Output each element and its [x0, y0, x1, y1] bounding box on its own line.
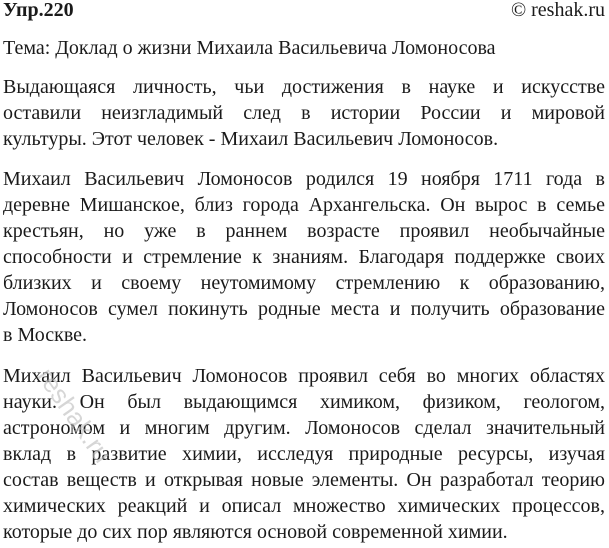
watermark: reshak.ru [31, 362, 118, 469]
text-line: Михаил Васильевич Ломоносов родился 19 ноября 1711 года в [3, 168, 605, 190]
page-header [3, 0, 605, 23]
text-line: способности и стремление к знаниям. Благодаря поддержке своих [3, 246, 605, 268]
text-line: которые до сих пор являются основой современной химии. [3, 521, 508, 543]
text-line: деревне Мишанское, близ города Архангельска. Он вырос в семье [3, 194, 605, 216]
text-line: крестьян, но уже в раннем возрасте проявил необычайные [3, 220, 605, 242]
text-line: близких и своему неутомимому стремлению к образованию, [3, 272, 605, 294]
text-line: Михаил Васильевич Ломоносов проявил себя во многих областях [3, 365, 605, 387]
paragraph-1 [3, 74, 605, 152]
paragraph-3 [3, 363, 605, 545]
report-theme: Тема: Доклад о жизни Михаила Васильевича Ломоносова [3, 37, 496, 59]
text-line: Выдающаяся личность, чьи достижения в науке и искусстве [3, 76, 605, 98]
text-line: в Москве. [3, 324, 88, 346]
text-line: вклад в развитие химии, исследуя природные ресурсы, изучая [3, 443, 605, 465]
text-line: оставили неизгладимый след в истории России и мировой [3, 102, 605, 124]
text-line: культуры. Этот человек - Михаил Васильевич Ломоносов. [3, 128, 499, 150]
text-line: Ломоносов сумел покинуть родные места и получить образование [3, 298, 605, 320]
text-line: науки. Он был выдающимся химиком, физиком, геологом, [3, 391, 605, 413]
text-line: астрономом и многим другим. Ломоносов сделал значительный [3, 417, 605, 439]
paragraph-2 [3, 166, 605, 348]
site-credit: © reshak.ru [510, 0, 605, 21]
text-line: химических реакций и описал множество химических процессов, [3, 495, 605, 517]
text-line: состав веществ и открывая новые элементы. Он разработал теорию [3, 469, 605, 491]
exercise-number: Упр.220 [3, 0, 74, 21]
